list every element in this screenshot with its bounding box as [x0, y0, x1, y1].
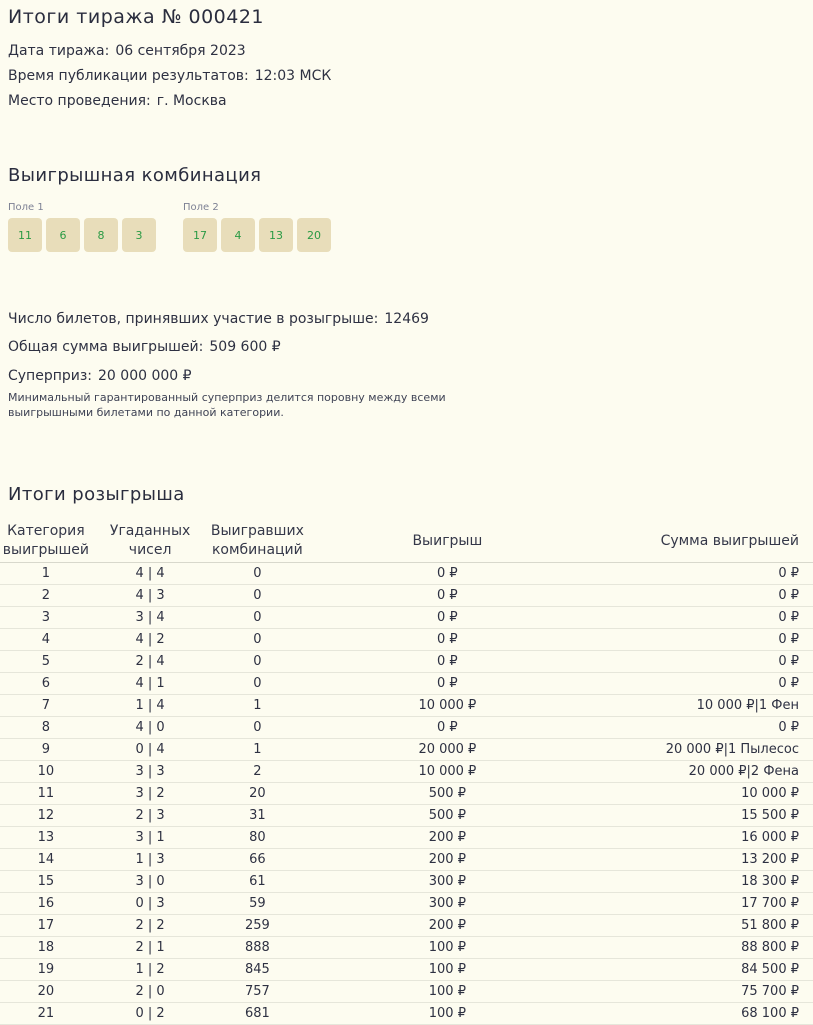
table-row	[0, 607, 813, 629]
category-cell: 17	[0, 915, 92, 937]
table-row	[0, 805, 813, 827]
winning-combinations-cell: 0	[208, 585, 306, 607]
guessed-cell: 3 | 2	[92, 783, 209, 805]
guessed-cell: 2 | 1	[92, 937, 209, 959]
winning-combinations-cell: 61	[208, 871, 306, 893]
guessed-cell: 0 | 2	[92, 1003, 209, 1025]
guessed-cell: 3 | 3	[92, 761, 209, 783]
winning-combinations-cell: 59	[208, 893, 306, 915]
total-cell: 51 800 ₽	[589, 915, 813, 937]
venue-row	[8, 93, 227, 109]
draw-date-label: Дата тиража:	[8, 43, 109, 59]
number-ball: 6	[46, 218, 80, 252]
prize-cell: 300 ₽	[306, 893, 588, 915]
table-row	[0, 849, 813, 871]
winning-combinations-cell: 757	[208, 981, 306, 1003]
guessed-cell: 4 | 1	[92, 673, 209, 695]
total-cell: 68 100 ₽	[589, 1003, 813, 1025]
winning-combinations-cell: 0	[208, 629, 306, 651]
table-row	[0, 871, 813, 893]
draw-date-row	[8, 43, 246, 59]
tickets-count-row	[8, 311, 429, 327]
table-row	[0, 585, 813, 607]
category-cell: 10	[0, 761, 92, 783]
total-cell: 17 700 ₽	[589, 893, 813, 915]
prize-cell: 0 ₽	[306, 585, 588, 607]
total-cell: 15 500 ₽	[589, 805, 813, 827]
winning-combinations-cell: 2	[208, 761, 306, 783]
category-cell: 3	[0, 607, 92, 629]
total-cell: 0 ₽	[589, 673, 813, 695]
prize-cell: 0 ₽	[306, 651, 588, 673]
table-header-row	[0, 520, 813, 563]
prize-cell: 100 ₽	[306, 981, 588, 1003]
guessed-cell: 2 | 3	[92, 805, 209, 827]
winning-combinations-cell: 845	[208, 959, 306, 981]
superprize-label: Суперприз:	[8, 368, 92, 384]
winning-combinations-cell: 0	[208, 717, 306, 739]
total-prize-label: Общая сумма выигрышей:	[8, 339, 203, 355]
winning-combinations-cell: 0	[208, 607, 306, 629]
winning-combinations-cell: 20	[208, 783, 306, 805]
prize-cell: 10 000 ₽	[306, 761, 588, 783]
prize-cell: 10 000 ₽	[306, 695, 588, 717]
prize-cell: 300 ₽	[306, 871, 588, 893]
total-cell: 13 200 ₽	[589, 849, 813, 871]
total-cell: 16 000 ₽	[589, 827, 813, 849]
prize-cell: 200 ₽	[306, 849, 588, 871]
winning-combinations-cell: 0	[208, 563, 306, 585]
total-cell: 18 300 ₽	[589, 871, 813, 893]
total-cell: 10 000 ₽|1 Фен	[589, 695, 813, 717]
table-row	[0, 937, 813, 959]
table-row	[0, 673, 813, 695]
total-prize-row	[8, 339, 281, 355]
guessed-cell: 3 | 4	[92, 607, 209, 629]
category-cell: 13	[0, 827, 92, 849]
field-2	[183, 202, 335, 252]
prize-cell: 100 ₽	[306, 1003, 588, 1025]
guessed-cell: 3 | 0	[92, 871, 209, 893]
column-header-prize: Выигрыш	[306, 520, 588, 563]
results-title: Итоги розыгрыша	[8, 484, 185, 505]
winning-combinations-cell: 888	[208, 937, 306, 959]
column-header-total: Сумма выигрышей	[589, 520, 813, 563]
category-cell: 15	[0, 871, 92, 893]
total-cell: 75 700 ₽	[589, 981, 813, 1003]
number-ball: 17	[183, 218, 217, 252]
publish-time-value: 12:03 МСК	[255, 68, 332, 84]
guessed-cell: 3 | 1	[92, 827, 209, 849]
table-row	[0, 717, 813, 739]
field-1	[8, 202, 160, 252]
total-cell: 0 ₽	[589, 629, 813, 651]
prize-cell: 500 ₽	[306, 783, 588, 805]
category-cell: 11	[0, 783, 92, 805]
category-cell: 1	[0, 563, 92, 585]
prize-cell: 0 ₽	[306, 607, 588, 629]
tickets-count-value: 12469	[384, 311, 429, 327]
category-cell: 5	[0, 651, 92, 673]
table-row	[0, 563, 813, 585]
category-cell: 14	[0, 849, 92, 871]
winning-combination-title: Выигрышная комбинация	[8, 165, 261, 186]
total-cell: 20 000 ₽|1 Пылесос	[589, 739, 813, 761]
table-row	[0, 893, 813, 915]
number-ball: 13	[259, 218, 293, 252]
category-cell: 21	[0, 1003, 92, 1025]
column-header-category: Категория выигрышей	[0, 520, 92, 563]
table-row	[0, 629, 813, 651]
column-header-guessed: Угаданных чисел	[92, 520, 209, 563]
table-row	[0, 915, 813, 937]
category-cell: 18	[0, 937, 92, 959]
prize-cell: 0 ₽	[306, 629, 588, 651]
guessed-cell: 2 | 0	[92, 981, 209, 1003]
venue-label: Место проведения:	[8, 93, 151, 109]
number-ball: 8	[84, 218, 118, 252]
prize-cell: 200 ₽	[306, 915, 588, 937]
results-table	[0, 520, 813, 1025]
category-cell: 16	[0, 893, 92, 915]
number-ball: 4	[221, 218, 255, 252]
guessed-cell: 2 | 2	[92, 915, 209, 937]
prize-cell: 500 ₽	[306, 805, 588, 827]
guessed-cell: 4 | 0	[92, 717, 209, 739]
table-row	[0, 695, 813, 717]
category-cell: 19	[0, 959, 92, 981]
guessed-cell: 4 | 4	[92, 563, 209, 585]
column-header-winning-combinations: Выигравших комбинаций	[208, 520, 306, 563]
total-cell: 20 000 ₽|2 Фена	[589, 761, 813, 783]
table-row	[0, 827, 813, 849]
total-cell: 88 800 ₽	[589, 937, 813, 959]
category-cell: 6	[0, 673, 92, 695]
table-row	[0, 959, 813, 981]
prize-cell: 100 ₽	[306, 937, 588, 959]
publish-time-label: Время публикации результатов:	[8, 68, 249, 84]
prize-cell: 100 ₽	[306, 959, 588, 981]
field-1-label: Поле 1	[8, 202, 160, 213]
table-row	[0, 651, 813, 673]
draw-date-value: 06 сентября 2023	[115, 43, 245, 59]
prize-cell: 0 ₽	[306, 717, 588, 739]
prize-cell: 0 ₽	[306, 563, 588, 585]
guessed-cell: 0 | 4	[92, 739, 209, 761]
number-ball: 20	[297, 218, 331, 252]
field-2-label: Поле 2	[183, 202, 335, 213]
venue-value: г. Москва	[157, 93, 227, 109]
winning-combinations-cell: 31	[208, 805, 306, 827]
table-row	[0, 783, 813, 805]
total-prize-value: 509 600 ₽	[209, 339, 280, 355]
publish-time-row	[8, 68, 331, 84]
guessed-cell: 1 | 2	[92, 959, 209, 981]
results-table-body	[0, 563, 813, 1025]
guessed-cell: 2 | 4	[92, 651, 209, 673]
number-ball: 3	[122, 218, 156, 252]
total-cell: 0 ₽	[589, 585, 813, 607]
category-cell: 9	[0, 739, 92, 761]
total-cell: 0 ₽	[589, 717, 813, 739]
total-cell: 10 000 ₽	[589, 783, 813, 805]
category-cell: 4	[0, 629, 92, 651]
winning-combinations-cell: 681	[208, 1003, 306, 1025]
winning-combinations-cell: 1	[208, 739, 306, 761]
category-cell: 12	[0, 805, 92, 827]
guessed-cell: 1 | 4	[92, 695, 209, 717]
total-cell: 0 ₽	[589, 651, 813, 673]
guessed-cell: 0 | 3	[92, 893, 209, 915]
superprize-value: 20 000 000 ₽	[98, 368, 192, 384]
guessed-cell: 4 | 3	[92, 585, 209, 607]
category-cell: 8	[0, 717, 92, 739]
table-row	[0, 739, 813, 761]
category-cell: 7	[0, 695, 92, 717]
winning-combinations-cell: 1	[208, 695, 306, 717]
guessed-cell: 4 | 2	[92, 629, 209, 651]
prize-cell: 0 ₽	[306, 673, 588, 695]
prize-cell: 200 ₽	[306, 827, 588, 849]
winning-combinations-cell: 0	[208, 673, 306, 695]
total-cell: 84 500 ₽	[589, 959, 813, 981]
table-row	[0, 981, 813, 1003]
table-row	[0, 761, 813, 783]
winning-combinations-cell: 66	[208, 849, 306, 871]
winning-combinations-cell: 80	[208, 827, 306, 849]
table-row	[0, 1003, 813, 1025]
winning-combinations-cell: 0	[208, 651, 306, 673]
category-cell: 20	[0, 981, 92, 1003]
prize-cell: 20 000 ₽	[306, 739, 588, 761]
total-cell: 0 ₽	[589, 607, 813, 629]
category-cell: 2	[0, 585, 92, 607]
number-ball: 11	[8, 218, 42, 252]
winning-combinations-cell: 259	[208, 915, 306, 937]
tickets-count-label: Число билетов, принявших участие в розыгрыше:	[8, 311, 378, 327]
superprize-row	[8, 368, 192, 384]
superprize-note: Минимальный гарантированный суперприз делится поровну между всеми выигрышными билетами по данной категории.	[8, 390, 458, 420]
page-title: Итоги тиража № 000421	[8, 6, 264, 28]
total-cell: 0 ₽	[589, 563, 813, 585]
guessed-cell: 1 | 3	[92, 849, 209, 871]
